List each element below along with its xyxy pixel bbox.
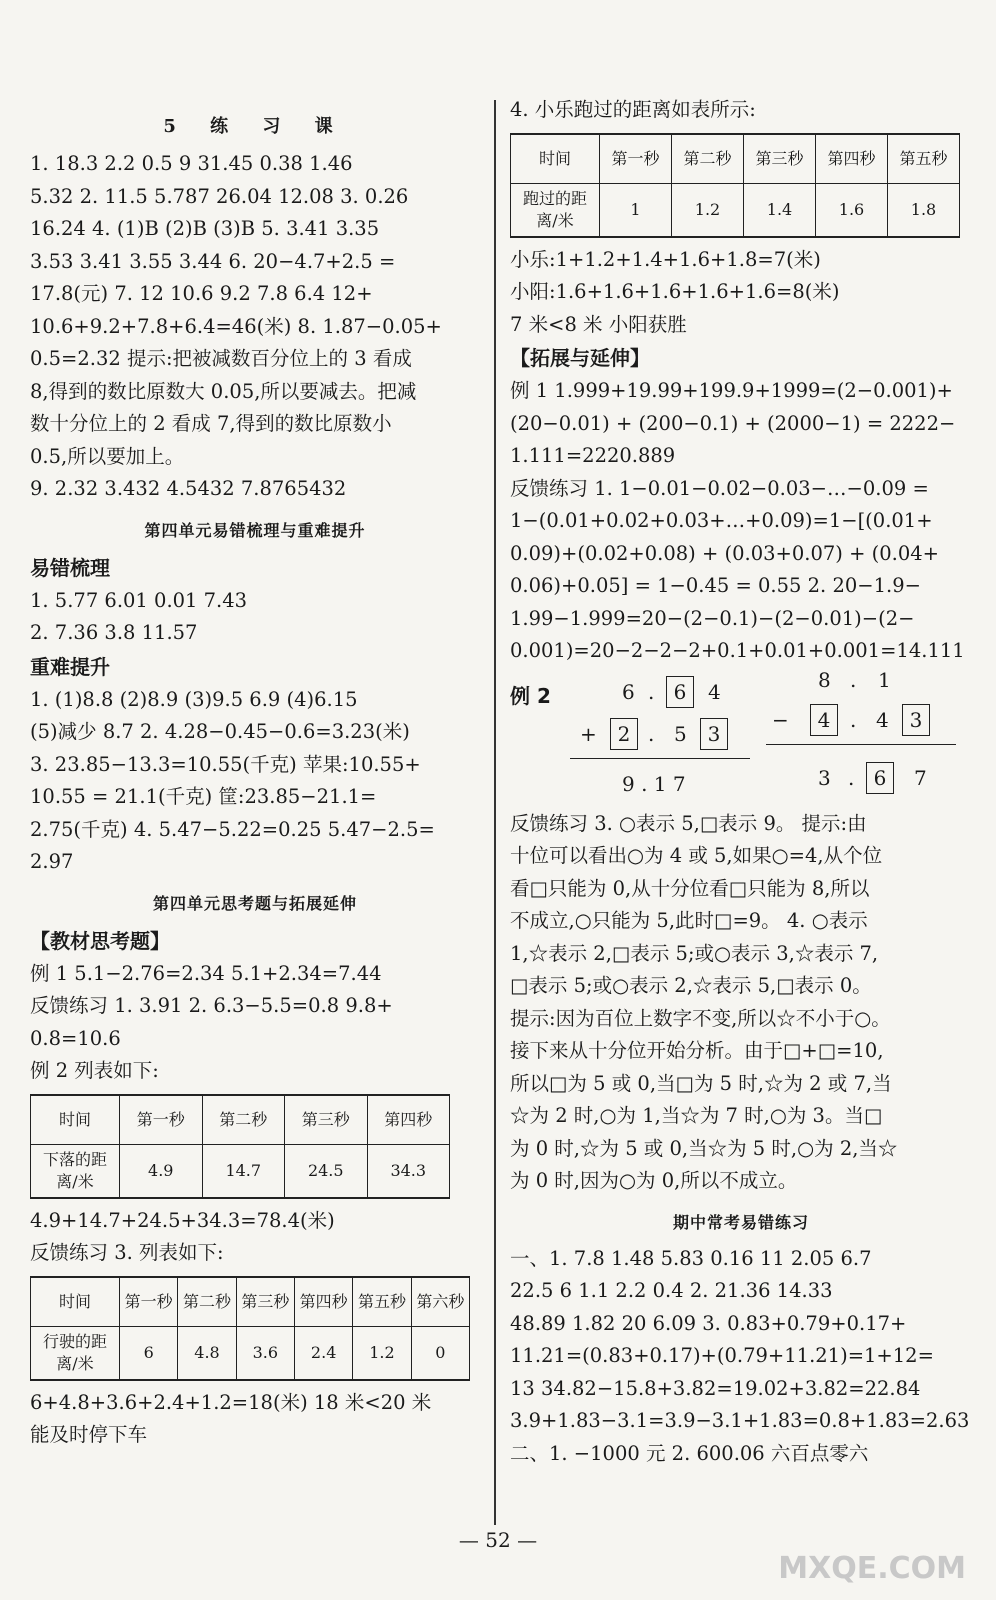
answers-block-r4	[510, 1243, 972, 1471]
answer-line: 2.75(千克) 4. 5.47−5.22=0.25 5.47−2.5=	[30, 817, 435, 841]
answer-line: 十位可以看出○为 4 或 5,如果○=4,从个位	[510, 844, 883, 867]
answer-line: 1. 18.3 2.2 0.5 9 31.45 0.38 1.46	[30, 152, 353, 175]
table-cell: 1.4	[744, 183, 816, 237]
add-dot: .	[648, 721, 655, 746]
answer-line: 13 34.82−15.8+3.82=19.02+3.82=22.84	[510, 1376, 921, 1400]
answer-line: 48.89 1.82 20 6.09 3. 0.83+0.79+0.17+	[510, 1311, 907, 1335]
table-header-cell: 第一秒	[120, 1095, 203, 1145]
page-number: — 52 —	[458, 1528, 538, 1552]
table-cell: 14.7	[202, 1144, 285, 1198]
table-cell: 2.4	[294, 1326, 352, 1380]
sub-digit: 8	[818, 667, 831, 692]
table-cell: 1.2	[353, 1326, 411, 1380]
falling-distance-table	[30, 1094, 450, 1199]
add-dot: .	[648, 679, 655, 704]
answer-line: 能及时停下车	[30, 1423, 148, 1446]
table-header-cell: 第三秒	[236, 1277, 294, 1327]
answer-line: 反馈练习 3. ○表示 5,□表示 9。 提示:由	[510, 811, 867, 835]
subheading-errors: 易错梳理	[30, 555, 110, 580]
answer-line: 小乐:1+1.2+1.4+1.6+1.8=7(米)	[510, 247, 821, 271]
section-title-midterm: 期中常考易错练习	[672, 1212, 809, 1232]
answer-line: 22.5 6 1.1 2.2 0.4 2. 21.36 14.33	[510, 1279, 833, 1302]
section-title-practice: 5 练 习 课	[163, 116, 347, 137]
section-title-unit4-errors: 第四单元易错梳理与重难提升	[144, 520, 366, 540]
vertical-arithmetic	[510, 668, 972, 808]
answer-line: 11.21=(0.83+0.17)+(0.79+11.21)=1+12=	[510, 1344, 934, 1367]
answer-line: 0.001)=20−2−2−2+0.1+0.01+0.001=14.111	[510, 639, 965, 662]
answer-line: 数十分位上的 2 看成 7,得到的数比原数小	[30, 412, 392, 435]
table-header-cell: 第五秒	[888, 134, 960, 184]
subheading-extension: 【拓展与延伸】	[510, 346, 650, 370]
table-cell: 3.6	[236, 1326, 294, 1380]
add-result: 9 . 1 7	[622, 771, 686, 796]
sub-digit: 3	[818, 765, 831, 790]
table-cell: 1.6	[816, 183, 888, 237]
answer-line: 1. (1)8.8 (2)8.9 (3)9.5 6.9 (4)6.15	[30, 687, 358, 711]
answer-line: 例 1 1.999+19.99+199.9+1999=(2−0.001)+	[510, 379, 953, 402]
table-header-cell: 第二秒	[178, 1277, 236, 1327]
answers-block-3	[30, 684, 480, 879]
table-cell: 24.5	[285, 1144, 368, 1198]
add-digit: 6	[622, 679, 635, 704]
answer-line: 0.8=10.6	[30, 1026, 121, 1050]
subheading-textbook: 【教材思考题】	[30, 928, 170, 953]
table-header-cell: 时间	[511, 134, 600, 184]
table-header-cell: 时间	[31, 1277, 120, 1327]
table-header-cell: 第四秒	[367, 1095, 450, 1145]
table-header-cell: 第一秒	[600, 134, 672, 184]
table-cell: 1.8	[888, 183, 960, 237]
table-header-cell: 第四秒	[294, 1277, 352, 1327]
answer-line: 7 米<8 米 小阳获胜	[510, 312, 687, 336]
answer-line: 为 0 时,因为○为 0,所以不成立。	[510, 1169, 798, 1192]
answers-block-1	[30, 148, 480, 506]
answer-line: 反馈练习 1. 1−0.01−0.02−0.03−…−0.09 =	[510, 476, 929, 500]
table-header-cell: 第三秒	[285, 1095, 368, 1145]
answer-line: 反馈练习 3. 列表如下:	[30, 1241, 224, 1264]
answer-line: 1.99−1.999=20−(2−0.1)−(2−0.01)−(2−	[510, 606, 915, 630]
table-header-cell: 时间	[31, 1095, 120, 1145]
add-box: 3	[700, 718, 728, 750]
table-header-cell: 第一秒	[120, 1277, 178, 1327]
table-row-label: 下落的距离/米	[31, 1144, 120, 1198]
table-row-label: 行驶的距离/米	[31, 1326, 120, 1380]
answer-line: 看□只能为 0,从十分位看□只能为 8,所以	[510, 876, 870, 900]
sub-digit: 7	[914, 765, 927, 790]
answer-line: 5.32 2. 11.5 5.787 26.04 12.08 3. 0.26	[30, 184, 409, 208]
answer-line: 2. 7.36 3.8 11.57	[30, 621, 198, 644]
answer-line: ☆为 2 时,○为 1,当☆为 7 时,○为 3。当□	[510, 1104, 883, 1127]
table-cell: 34.3	[367, 1144, 450, 1198]
answer-line: 反馈练习 1. 3.91 2. 6.3−5.5=0.8 9.8+	[30, 994, 393, 1017]
answer-line: 0.06)+0.05] = 1−0.45 = 0.55 2. 20−1.9−	[510, 574, 921, 597]
answer-line: 0.5=2.32 提示:把被减数百分位上的 3 看成	[30, 347, 412, 370]
running-intro: 4. 小乐跑过的距离如表所示:	[510, 98, 756, 121]
answer-line: 二、1. −1000 元 2. 600.06 六百点零六	[510, 1441, 869, 1465]
left-column	[30, 94, 480, 1452]
answer-line: 所以□为 5 或 0,当□为 5 时,☆为 2 或 7,当	[510, 1071, 892, 1095]
answer-line: 不成立,○只能为 5,此时□=9。 4. ○表示	[510, 909, 868, 932]
answer-line: 1−(0.01+0.02+0.03+…+0.09)=1−[(0.01+	[510, 509, 933, 532]
answer-line: 3.53 3.41 3.55 3.44 6. 20−4.7+2.5 =	[30, 249, 396, 273]
table-header-cell: 第三秒	[744, 134, 816, 184]
answer-line: 0.09)+(0.02+0.08) + (0.03+0.07) + (0.04+	[510, 541, 939, 565]
answers-block-r1	[510, 244, 972, 342]
answers-block-6	[30, 1387, 480, 1452]
watermark-logo: MXQE.COM	[778, 1551, 966, 1586]
answer-line: 一、1. 7.8 1.48 5.83 0.16 11 2.05 6.7	[510, 1246, 872, 1270]
section-title-unit4-thinking: 第四单元思考题与拓展延伸	[152, 893, 357, 913]
table-cell: 4.8	[178, 1326, 236, 1380]
sub-rule	[766, 744, 956, 746]
answer-line: 10.55 = 21.1(千克) 筐:23.85−21.1=	[30, 785, 377, 808]
subheading-difficult: 重难提升	[30, 654, 110, 679]
answer-line: 3.9+1.83−3.1=3.9−3.1+1.83=0.8+1.83=2.63	[510, 1409, 970, 1432]
answers-block-r3	[510, 808, 972, 1198]
answer-line: □表示 5;或○表示 2,☆表示 5,□表示 0。	[510, 974, 872, 997]
answer-line: 9. 2.32 3.432 4.5432 7.8765432	[30, 477, 347, 500]
answer-line: 10.6+9.2+7.8+6.4=46(米) 8. 1.87−0.05+	[30, 314, 442, 338]
plus-sign: +	[580, 721, 597, 746]
sub-digit: 1	[878, 667, 891, 692]
column-divider	[494, 100, 496, 1525]
answer-line: (20−0.01) + (200−0.1) + (2000−1) = 2222−	[510, 411, 956, 435]
add-box: 6	[666, 676, 694, 708]
answer-line: 提示:因为百位上数字不变,所以☆不小于○。	[510, 1006, 891, 1030]
answer-line: 6+4.8+3.6+2.4+1.2=18(米) 18 米<20 米	[30, 1390, 432, 1414]
table-header-cell: 第五秒	[353, 1277, 411, 1327]
answer-line: 接下来从十分位开始分析。由于□+□=10,	[510, 1039, 884, 1062]
answer-line: 例 2 列表如下:	[30, 1059, 159, 1082]
answers-block-5	[30, 1205, 480, 1270]
answer-line: 0.5,所以要加上。	[30, 444, 185, 468]
answers-block-r2	[510, 375, 972, 668]
sub-box: 4	[810, 704, 838, 736]
answer-line: 4.9+14.7+24.5+34.3=78.4(米)	[30, 1208, 335, 1232]
sub-box: 6	[866, 762, 894, 794]
answer-line: 2.97	[30, 850, 74, 873]
table-header-cell: 第二秒	[202, 1095, 285, 1145]
table-header-cell: 第四秒	[816, 134, 888, 184]
sub-dot: .	[850, 667, 857, 692]
add-digit: 4	[708, 679, 721, 704]
answer-line: 为 0 时,☆为 5 或 0,当☆为 5 时,○为 2,当☆	[510, 1136, 898, 1160]
answer-line: (5)减少 8.7 2. 4.28−0.45−0.6=3.23(米)	[30, 720, 410, 743]
add-rule	[570, 758, 750, 760]
answer-line: 8,得到的数比原数大 0.05,所以要减去。把减	[30, 379, 417, 403]
minus-sign: −	[772, 707, 789, 732]
sub-box: 3	[902, 704, 930, 736]
add-digit: 5	[674, 721, 687, 746]
answer-line: 1.111=2220.889	[510, 444, 676, 467]
running-distance-table	[510, 133, 960, 238]
driving-distance-table	[30, 1276, 470, 1381]
answer-line: 小阳:1.6+1.6+1.6+1.6+1.6=8(米)	[510, 280, 840, 303]
table-header-cell: 第六秒	[411, 1277, 469, 1327]
answer-line: 17.8(元) 7. 12 10.6 9.2 7.8 6.4 12+	[30, 282, 373, 305]
table-cell: 1.2	[672, 183, 744, 237]
answer-line: 16.24 4. (1)B (2)B (3)B 5. 3.41 3.35	[30, 217, 380, 240]
table-header-cell: 第二秒	[672, 134, 744, 184]
table-cell: 4.9	[120, 1144, 203, 1198]
answers-block-4	[30, 958, 480, 1088]
sub-dot: .	[850, 707, 857, 732]
right-column	[510, 94, 972, 1470]
table-row-label: 跑过的距离/米	[511, 183, 600, 237]
table-cell: 1	[600, 183, 672, 237]
sub-dot: .	[848, 765, 855, 790]
add-box: 2	[610, 718, 638, 750]
example-2-label: 例 2	[510, 683, 551, 708]
table-cell: 0	[411, 1326, 469, 1380]
answer-line: 例 1 5.1−2.76=2.34 5.1+2.34=7.44	[30, 961, 382, 985]
answer-line: 3. 23.85−13.3=10.55(千克) 苹果:10.55+	[30, 752, 421, 776]
sub-digit: 4	[876, 707, 889, 732]
answers-block-2	[30, 585, 480, 650]
table-cell: 6	[120, 1326, 178, 1380]
answer-line: 1,☆表示 2,□表示 5;或○表示 3,☆表示 7,	[510, 941, 879, 965]
answer-line: 1. 5.77 6.01 0.01 7.43	[30, 588, 248, 612]
